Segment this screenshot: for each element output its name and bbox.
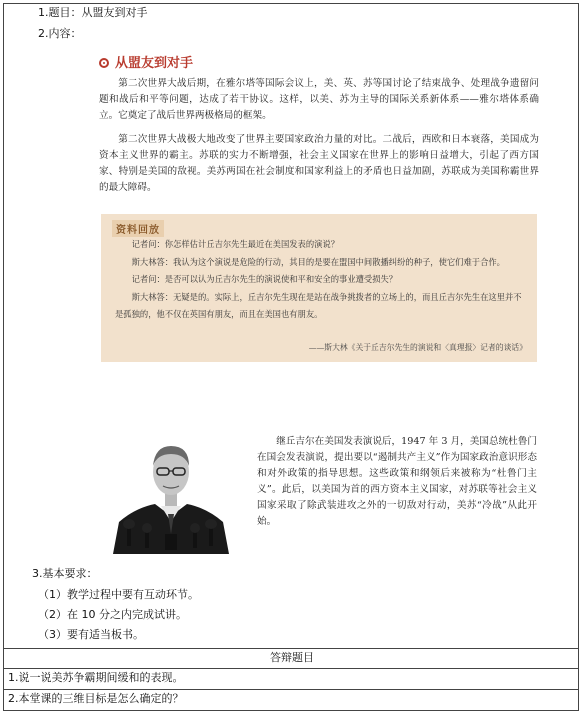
section-title: 从盟友到对手	[115, 56, 194, 71]
textbook-paragraph: 第二次世界大战后期，在雅尔塔等国际会议上，美、英、苏等国讨论了结束战争、处理战争遗留问题和战后和平等问题，达成了若干协议。这样，以美、苏为主导的国际关系新体系——雅尔塔体系确立。它奠定了战后世界两极格局的框架。	[99, 78, 539, 121]
table-divider	[3, 648, 579, 649]
table-divider	[3, 689, 579, 690]
content-label: 2.内容：	[38, 27, 82, 40]
material-box	[101, 214, 537, 362]
material-source: ——斯大林《关于丘吉尔先生的演说和〈真理报〉记者的谈话》	[308, 343, 527, 352]
textbook-excerpt	[93, 46, 545, 556]
truman-speech-image	[105, 430, 237, 554]
defense-question: 2.本堂课的三维目标是怎么确定的？	[8, 692, 184, 705]
defense-question: 1.说一说美苏争霸期间缓和的表现。	[8, 671, 184, 684]
material-dialogue	[115, 236, 527, 324]
requirements-label: 3.基本要求：	[32, 567, 98, 580]
dialogue-line: 记者问：是否可以认为丘吉尔先生的演说使和平和安全的事业遭受损失？	[131, 274, 398, 284]
textbook-paragraph: 第二次世界大战极大地改变了世界主要国家政治力量的对比。二战后，西欧和日本衰落，美国成为资本主义世界的霸主。苏联的实力不断增强，社会主义国家在世界上的影响日益增大，引起了西方国家、特别是美国的敌视。美苏两国在社会制度和国家利益上的矛盾也日益加剧，苏联成为美国称霸世界的最大障碍。	[99, 134, 539, 193]
requirement-item: （1）教学过程中要有互动环节。	[38, 588, 199, 601]
circle-bullet-icon	[99, 58, 109, 68]
truman-paragraph: 继丘吉尔在美国发表演说后，1947 年 3 月，美国总统杜鲁门在国会发表演说，提出要以“遏制共产主义”作为国家政治意识形态和对外政策的指导思想。这些政策和纲领后来被称为“杜鲁门主义”。此后，以美国为首的西方资本主义国家，对苏联等社会主义国家采取了除武装进攻之外的一切敌对行动，美苏“冷战”从此开始。	[257, 436, 537, 527]
material-title: 资料回放	[112, 220, 164, 237]
question-title: 1.题目：从盟友到对手	[38, 6, 148, 19]
requirement-item: （3）要有适当板书。	[38, 628, 144, 641]
truman-photo	[105, 430, 237, 554]
section-heading	[99, 52, 193, 71]
defense-header: 答辩题目	[270, 651, 314, 664]
dialogue-line: 记者问：你怎样估计丘吉尔先生最近在美国发表的演说？	[131, 239, 340, 249]
dialogue-line: 斯大林答：无疑是的。实际上，丘吉尔先生现在是站在战争挑拨者的立场上的，而且丘吉尔先生在这里并不是孤独的，他不仅在英国有朋友，而且在美国也有朋友。	[115, 291, 522, 319]
dialogue-line: 斯大林答：我认为这个演说是危险的行动，其目的是要在盟国中间散播纠纷的种子，使它们难于合作。	[131, 256, 505, 267]
requirement-item: （2）在 10 分之内完成试讲。	[38, 608, 187, 621]
table-divider	[3, 668, 579, 669]
